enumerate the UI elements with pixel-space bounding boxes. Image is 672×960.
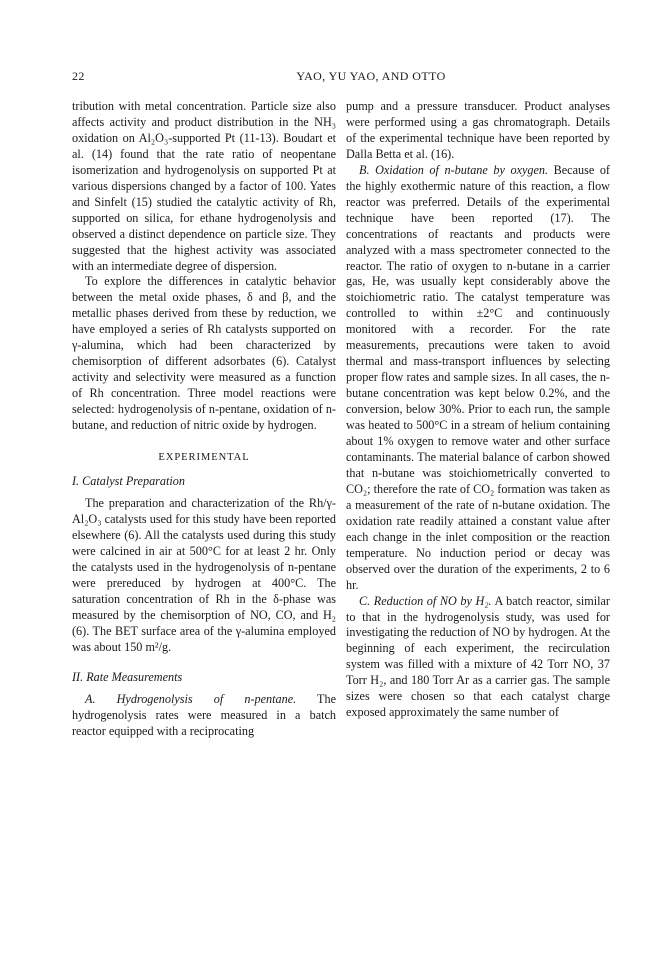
right-paragraph-3 [346, 594, 610, 722]
running-head: YAO, YU YAO, AND OTTO [296, 69, 446, 83]
paragraph-lead-oxidation: B. Oxidation of n-butane by oxygen. [359, 162, 549, 177]
paragraph-body-hydrogenolysis: The hydrogenolysis rates were measured in a batch reactor equipped with a reciprocating [72, 692, 337, 739]
left-paragraph-1: tribution with metal concentration. Particle size also affects activity and product distribution in the NH₃ oxidation on Al₂O₃-supported Pt (11-13). Boudart et al. (14) found that the rate ratio of neopentane isomerization and hydrogenolysis on supported Pt at various dispersions changed by a factor of 100. Yates and Sinfelt (15) studied the catalytic activity of Rh, supported on silica, for ethane hydrogenolysis and observed a distinct dependence on particle size. They suggested that the highest activity was associated with an intermediate degree of dispersion. [72, 99, 336, 273]
left-paragraph-2: To explore the differences in catalytic behavior between the metal oxide phases, δ and β, and the metallic phases derived from these by reduction, we have employed a series of Rh catalysts supported on γ-alumina, which had been characterized by chemisorption of different adsorbates (6). Catalyst activity and selectivity were measured as a function of Rh concentration. Three model reactions were selected: hydrogenolysis of n-pentane, oxidation of n-butane, and reduction of nitric oxide by hydrogen. [72, 274, 336, 433]
subheading-catalyst-preparation: I. Catalyst Preparation [72, 473, 185, 488]
paragraph-body-reduction: A batch reactor, similar to that in the hydrogenolysis study, was used for investigating the reduction of NO by hydrogen. At the beginning of each experiment, the recirculation system was filled with a mixture of 42 Torr NO, 37 Torr H₂, and 180 Torr Ar as a carrier gas. The sample sizes were chosen so that each catalyst charge exposed approximately the same number of [346, 593, 610, 720]
page-number: 22 [72, 69, 85, 83]
left-paragraph-4 [72, 692, 336, 740]
paragraph-lead-reduction: C. Reduction of NO by H₂. [359, 593, 492, 608]
subheading-rate-measurements: II. Rate Measurements [72, 670, 183, 685]
right-column [346, 99, 610, 721]
right-paragraph-1: pump and a pressure transducer. Product analyses were performed using a gas chromatograph. Details of the experimental technique have been reported by Dalla Betta et al. (16). [346, 99, 610, 161]
paragraph-body-oxidation: Because of the highly exothermic nature of this reaction, a flow reactor was preferred. Details of the experimental technique have been reported (17). The concentrations of reactants and products were analyzed with a mass spectrometer connected to the reactor. The ratio of oxygen to n-butane in a carrier gas, He, was usually kept considerably above the stoichiometric ratio. The catalyst temperature was controlled to within ±2°C and continuously monitored with a recorder. For the rate measurements, precautions were taken to avoid thermal and mass-transport influences by selecting proper flow rates and sample sizes. In all cases, the n-butane concentration was kept below 0.2%, and the conversion, below 30%. Prior to each run, the sample was heated to 500°C in a stream of helium containing about 1% oxygen to remove water and other surface contaminants. The material balance of carbon showed that n-butane was stoichiometrically converted to CO₂; therefore the rate of CO₂ formation was taken as a measurement of the rate of n-butane oxidation. The oxidation rate readily attained a constant value after each change in the inlet composition or the reaction temperature. No induction period or decay was observed over the duration of the experiments, 2 to 6 hr. [346, 162, 611, 592]
right-paragraph-2 [346, 163, 610, 594]
left-column [72, 99, 336, 740]
paragraph-lead-hydrogenolysis: A. Hydrogenolysis of n-pentane. [85, 692, 297, 707]
section-heading-experimental: EXPERIMENTAL [158, 452, 250, 464]
left-paragraph-3: The preparation and characterization of the Rh/γ-Al₂O₃ catalysts used for this study have been reported elsewhere (6). All the catalysts used during this study were calcined in air at 500°C for at least 2 hr. Only the catalysts used in the hydrogenolysis of n-pentane were prereduced by hydrogen at 400°C. The saturation concentration of Rh in the δ-phase was measured by the chemisorption of NO, CO, and H₂ (6). The BET surface area of the γ-alumina employed was about 150 m²/g. [72, 495, 336, 654]
page-header [72, 69, 670, 85]
